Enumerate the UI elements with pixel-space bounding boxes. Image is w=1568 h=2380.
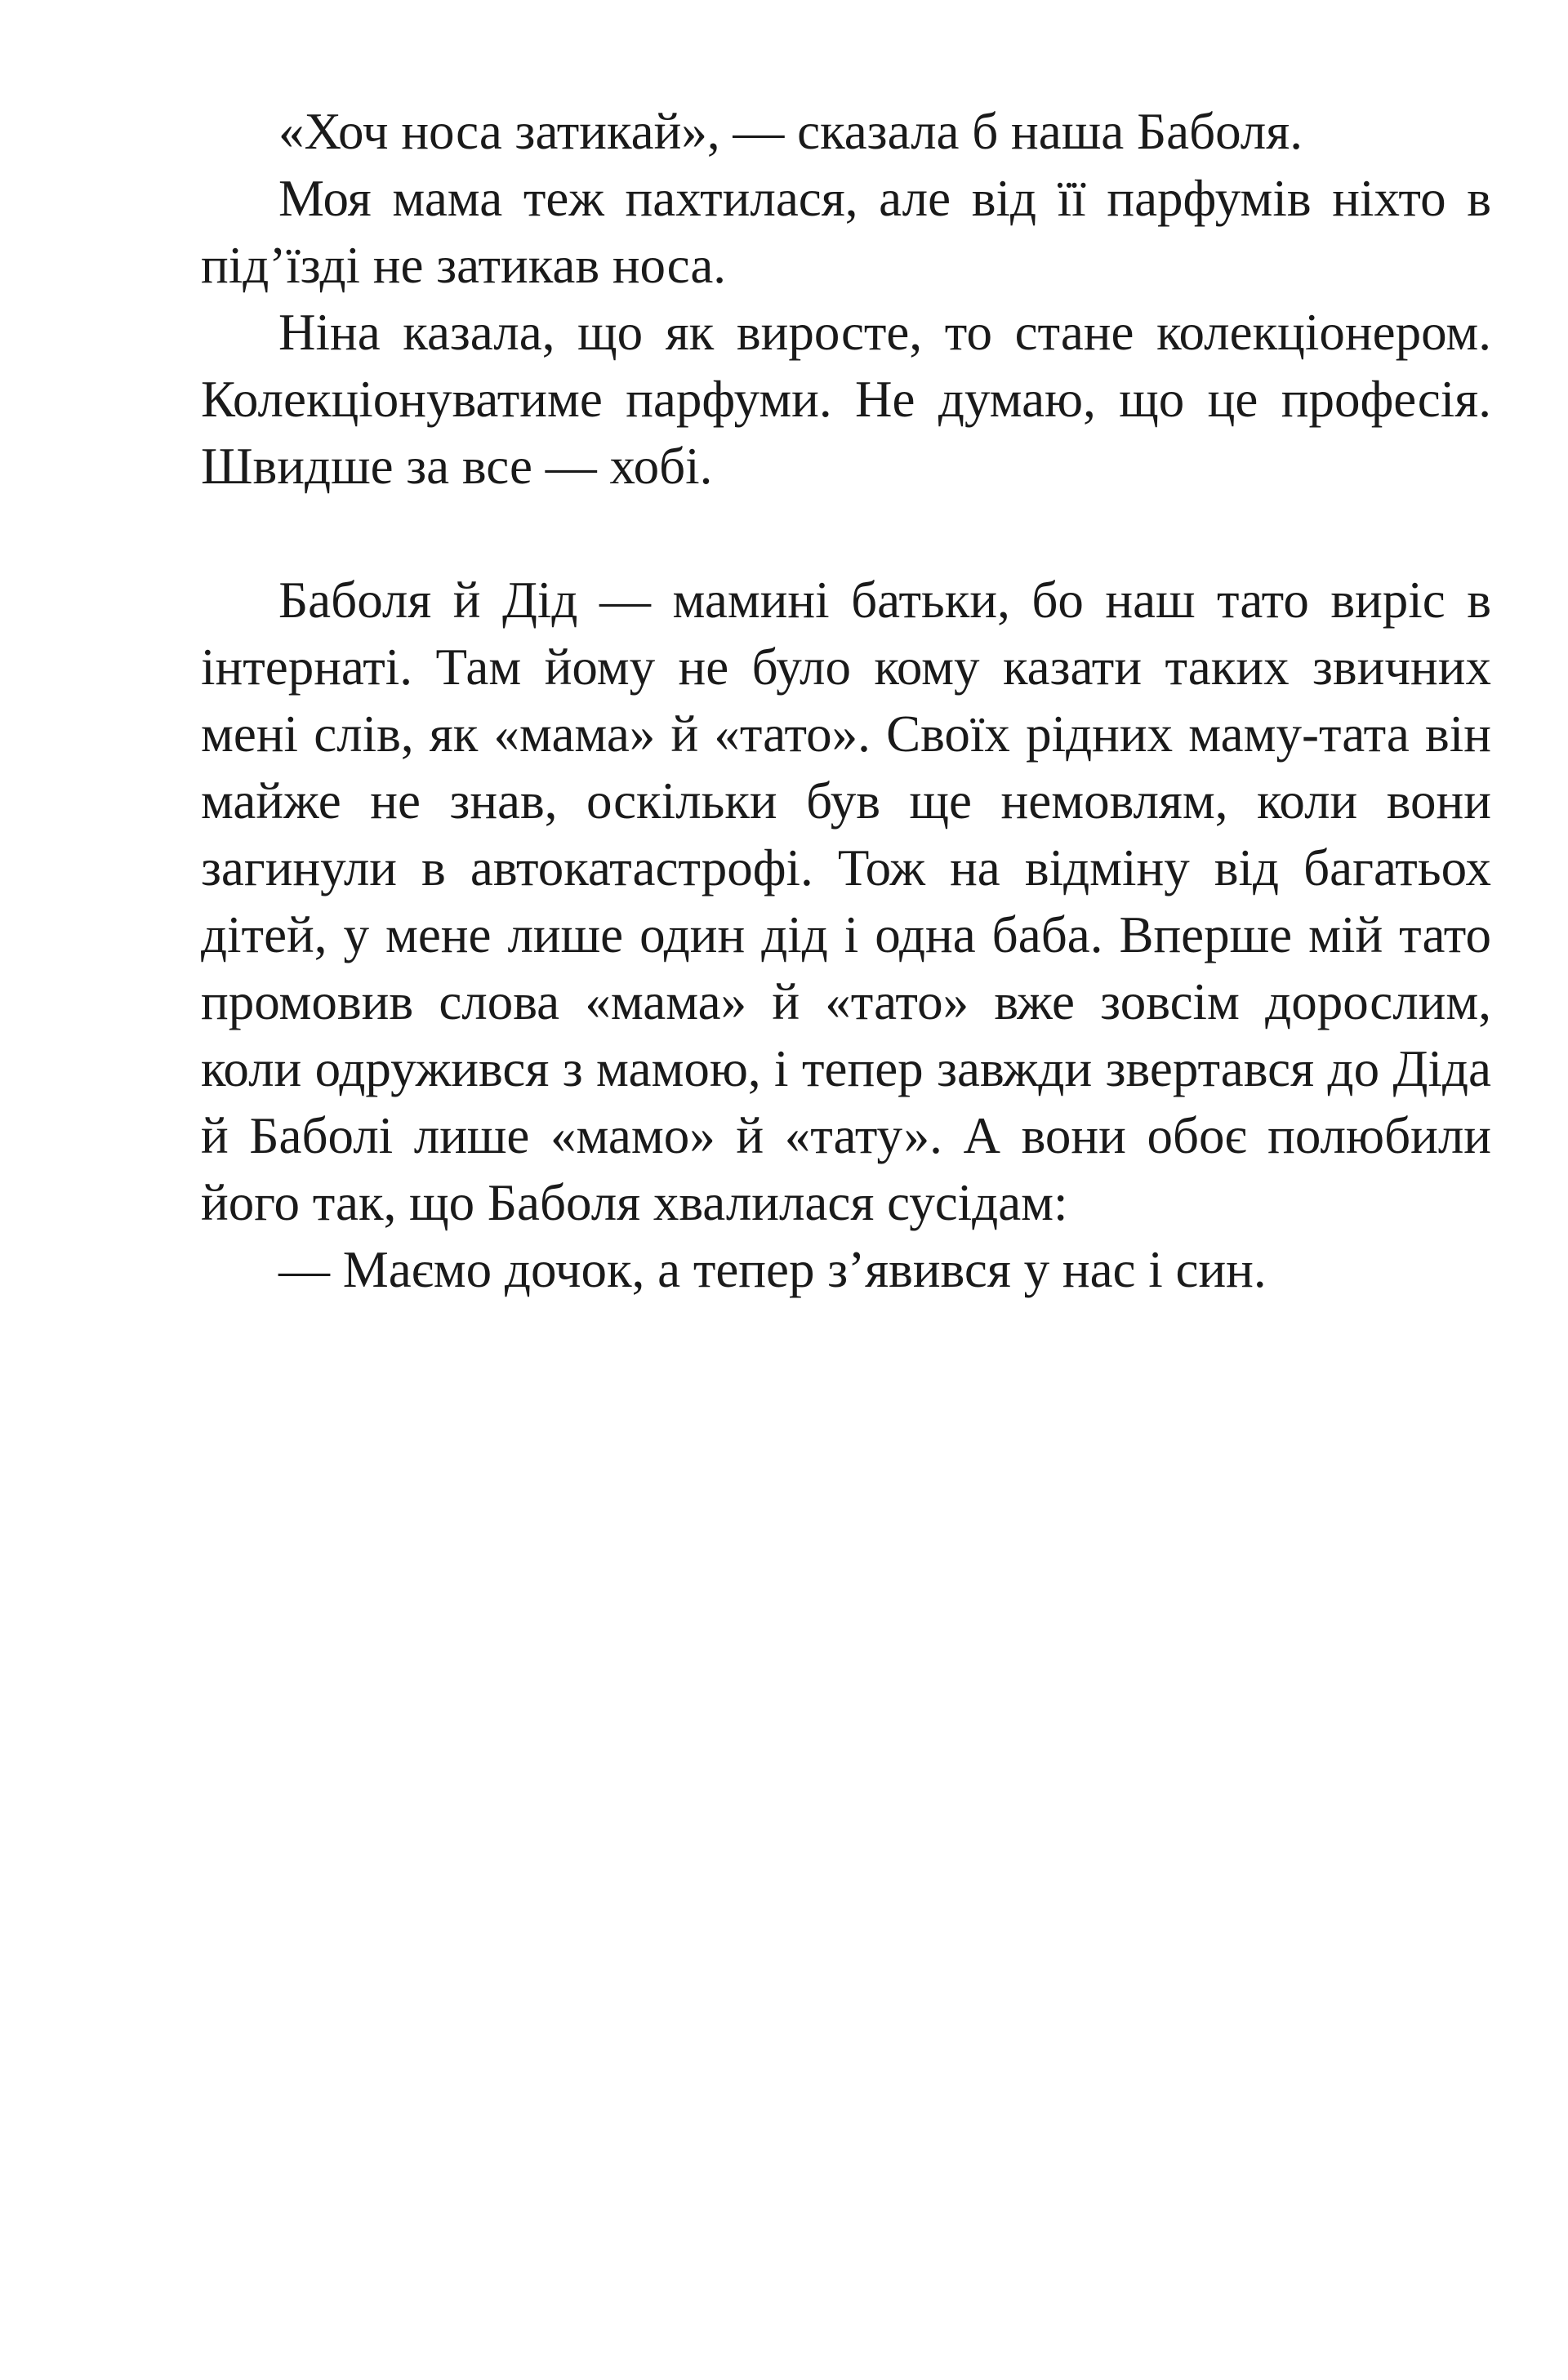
paragraph-quote: «Хоч носа затикай», — сказала б наша Баболя. [278, 103, 1303, 160]
paragraph-grandparents: Баболя й Дід — мамині батьки, бо наш тато виріс в інтернаті. Там йому не було кому казати таких звичних мені слів, як «мама» й «тато». Своїх рідних маму-тата він майже не знав, оскільки був ще немовлям, коли вони загинули в автокатастрофі. Тож на відміну від багатьох дітей, у мене лише один дід і одна баба. Вперше мій тато промовив слова «мама» й «тато» вже зовсім дорослим, коли одружився з мамою, і тепер завжди звертався до Діда й Баболі лише «мамо» й «тату». А вони обоє полюбили його так, що Баболя хвалилася сусідам: [201, 572, 1491, 1231]
section-break [201, 500, 1491, 567]
paragraph-dialog-son: — Маємо дочок, а тепер з’явився у нас і син. [278, 1241, 1267, 1298]
page-text [201, 98, 1491, 1303]
paragraph-nina-collector: Ніна казала, що як виросте, то стане колекціонером. Колекціонуватиме парфуми. Не думаю, що це професія. Швидше за все — хобі. [201, 304, 1491, 495]
paragraph-mom-perfume: Моя мама теж пахтилася, але від її парфумів ніхто в під’їзді не затикав носа. [201, 170, 1491, 294]
